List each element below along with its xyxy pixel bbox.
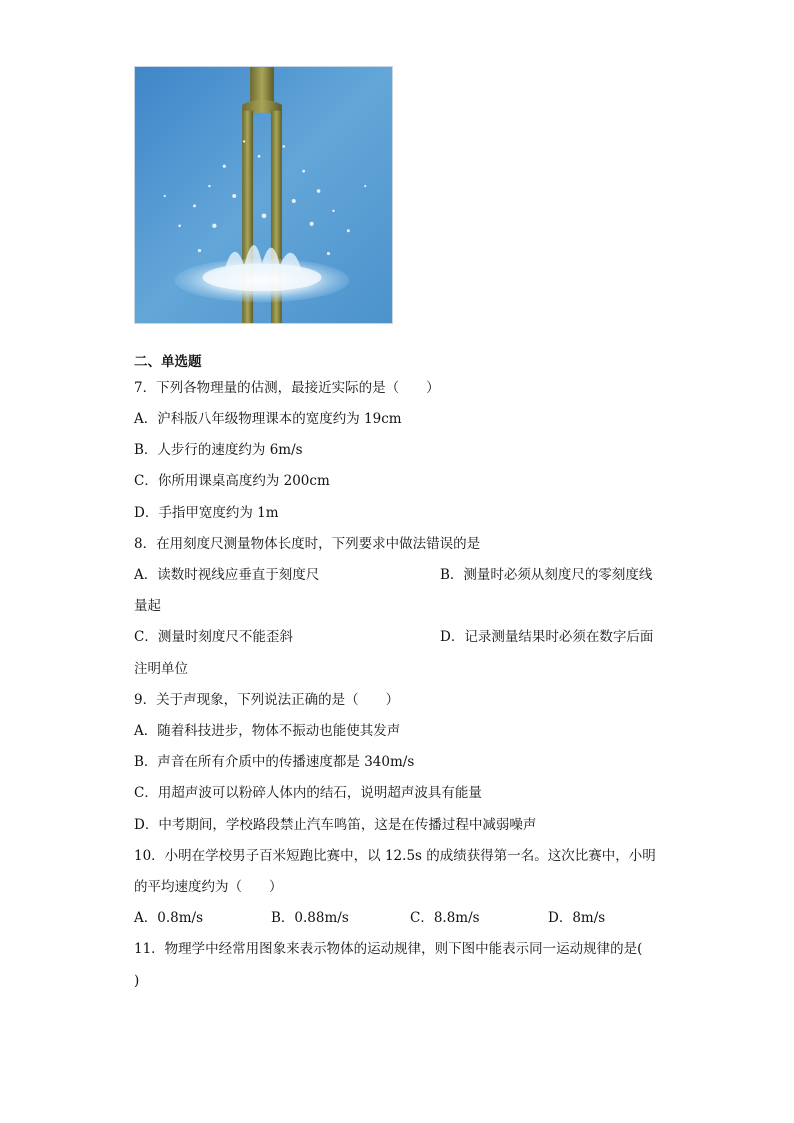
question-9-option-c: C．用超声波可以粉碎人体内的结石，说明超声波具有能量: [134, 785, 482, 801]
question-10-option-c: C．8.8m/s: [410, 910, 480, 926]
question-10-option-a: A．0.8m/s: [134, 910, 203, 926]
question-7-option-d: D．手指甲宽度约为 1m: [134, 505, 279, 521]
question-8-option-b-cont: 量起: [134, 598, 161, 614]
question-10-stem-line1: 10．小明在学校男子百米短跑比赛中，以 12.5s 的成绩获得第一名。这次比赛中，小明: [134, 848, 656, 864]
question-9-option-a: A．随着科技进步，物体不振动也能使其发声: [134, 723, 401, 739]
question-7-option-b: B．人步行的速度约为 6m/s: [134, 442, 303, 458]
question-8-option-c: C．测量时刻度尺不能歪斜: [134, 629, 293, 645]
tuning-fork-illustration: [135, 67, 392, 323]
question-8-option-d: D．记录测量结果时必须在数字后面: [440, 629, 654, 645]
question-9-option-b: B．声音在所有介质中的传播速度都是 340m/s: [134, 754, 415, 770]
question-8-option-d-cont: 注明单位: [134, 661, 188, 677]
question-9-stem: 9．关于声现象，下列说法正确的是（ ）: [134, 692, 400, 708]
section-title: 二、单选题: [134, 354, 202, 370]
question-10-stem-line2: 的平均速度约为（ ）: [134, 879, 283, 895]
question-10-option-d: D．8m/s: [548, 910, 606, 926]
question-7-stem: 7．下列各物理量的估测，最接近实际的是（ ）: [134, 380, 440, 396]
question-9-option-d: D．中考期间，学校路段禁止汽车鸣笛，这是在传播过程中减弱噪声: [134, 817, 537, 833]
question-11-stem-line2: ): [134, 973, 140, 989]
question-8-option-a: A．读数时视线应垂直于刻度尺: [134, 567, 320, 583]
question-7-option-a: A．沪科版八年级物理课本的宽度约为 19cm: [134, 411, 402, 427]
question-8-stem: 8．在用刻度尺测量物体长度时，下列要求中做法错误的是: [134, 536, 481, 552]
question-7-option-c: C．你所用课桌高度约为 200cm: [134, 473, 330, 489]
question-11-stem-line1: 11．物理学中经常用图象来表示物体的运动规律，则下图中能表示同一运动规律的是(: [134, 941, 643, 957]
question-10-option-b: B．0.88m/s: [271, 910, 349, 926]
question-8-option-b: B．测量时必须从刻度尺的零刻度线: [440, 567, 653, 583]
tuning-fork-water-photo: [134, 66, 393, 324]
